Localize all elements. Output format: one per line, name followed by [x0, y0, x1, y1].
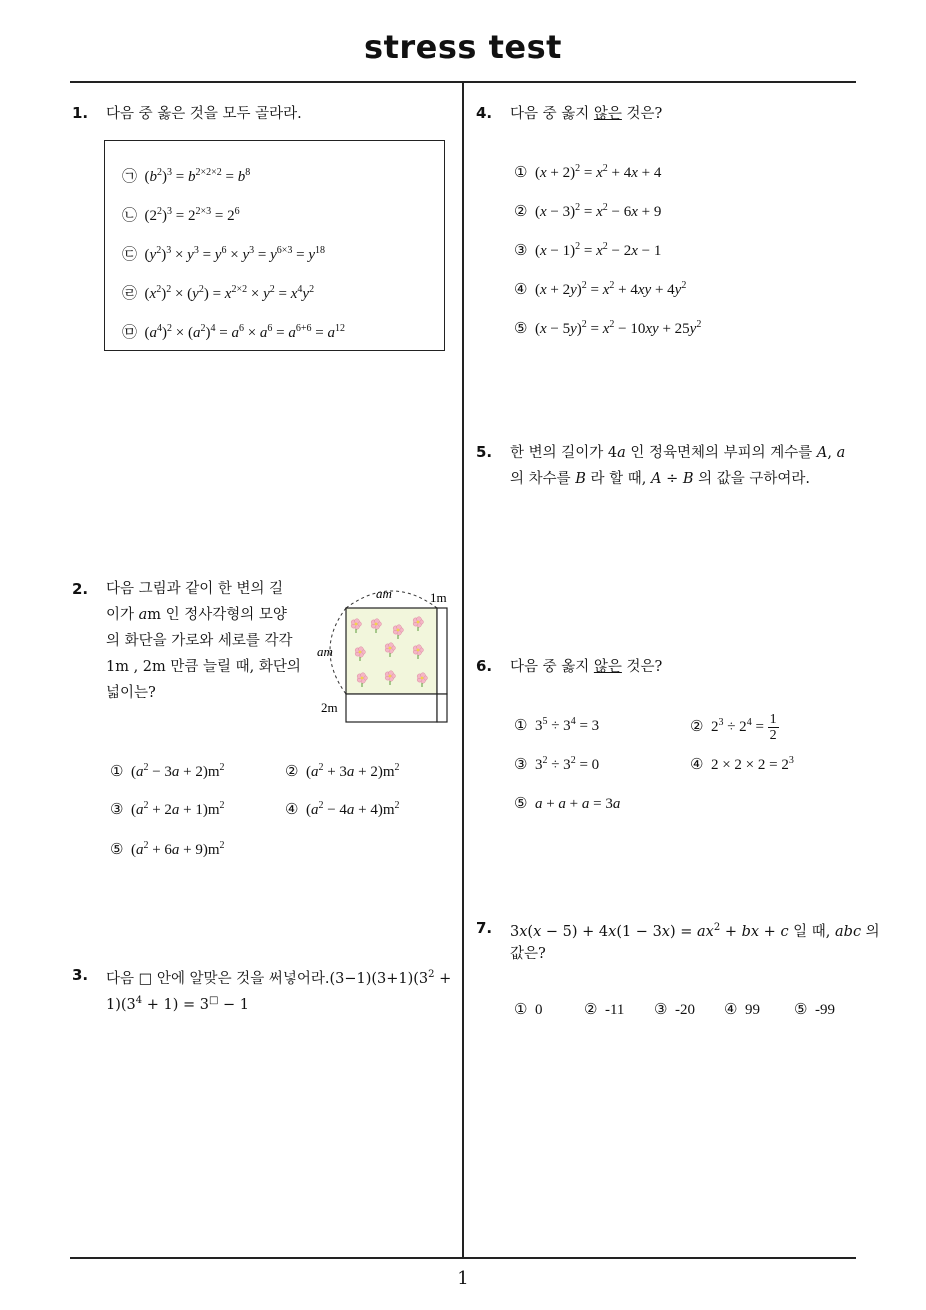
choice-value: -20 [674, 1002, 695, 1018]
figure-label-bottom: 2m [321, 700, 338, 715]
q2-text-line: 의 화단을 가로와 세로를 각각 [106, 633, 293, 649]
page-number: 1 [457, 1268, 469, 1289]
q2-text-line: 이가 am 인 정사각형의 모양 [106, 607, 287, 623]
choice-option: ② $2^3 \div 2^4$ = $\frac{1}{2}$ [690, 712, 777, 743]
choice-option: ④ $(x + 2y)^2 = x^2 + 4xy + 4y^2$ [514, 280, 687, 298]
q6-text: 다음 중 옳지 않은 것은? [510, 659, 663, 675]
choice-marker: ④ [690, 757, 704, 773]
choice-marker: ⑤ [110, 842, 124, 858]
q2-text-line: 1m , 2m 만큼 늘릴 때, 화단의 [106, 659, 301, 675]
q6-number: 6. [476, 657, 493, 675]
choice-marker: ④ [514, 282, 528, 298]
choice-value: -99 [814, 1002, 835, 1018]
q7-number: 7. [476, 919, 493, 937]
choice-option: ① $(a^2 - 3a + 2)m^2$ [110, 762, 225, 780]
q3-text-line1: 다음 □ 안에 알맞은 것을 써넣어라$.(3-1)(3+1)(3^2$ + [106, 969, 452, 987]
choice-option: ⑤ a + a + a = 3a [514, 796, 621, 812]
q1-statement: ㉢ $(y^2)^3 \times y^3 = y^6 \times y^3 = y^{6\times 3} = y^{18}$ [122, 245, 326, 263]
choice-option: ④ $2 \times 2 \times 2 = 2^3$ [690, 755, 794, 773]
q3-number: 3. [72, 966, 89, 984]
q1-statement: ㉡ $(2^2)^3 = 2^{2\times 3} = 2^6$ [122, 206, 240, 224]
figure-label-left: am [317, 644, 333, 659]
choice-marker: ㉡ [122, 208, 138, 224]
choice-marker: ③ [654, 1002, 668, 1018]
choice-marker: ① [514, 1002, 528, 1018]
q1-number: 1. [72, 104, 89, 122]
choice-marker: ⑤ [514, 796, 528, 812]
choice-option: ③ $3^2 \div 3^2 = 0$ [514, 755, 600, 773]
q5-number: 5. [476, 443, 493, 461]
q3-text-line2: $1)(3^4 + 1) = 3^□ - 1$ [106, 995, 250, 1013]
q4-text: 다음 중 옳지 않은 것은? [510, 106, 663, 122]
choice-option: ① $3^5 \div 3^4 = 3$ [514, 716, 600, 734]
q1-statement: ㉤ $(a^4)^2 \times (a^2)^4 = a^6 \times a^6 = a^{6+6} = a^{12}$ [122, 323, 345, 341]
choice-marker: ④ [724, 1002, 738, 1018]
q7-text-line1: $3x(x - 5) + 4x(1 - 3x) = ax^2$ + bx + c 일 때, abc 의 [510, 922, 880, 940]
q2-text-line: 다음 그림과 같이 한 변의 길 [106, 581, 284, 597]
choice-marker: ① [110, 764, 124, 780]
choice-option: ② $(x - 3)^2 = x^2 - 6x + 9$ [514, 202, 662, 220]
q1-statement: ㉠ $(b^2)^3 = b^{2\times 2\times 2} = b^8$ [122, 167, 251, 185]
choice-marker: ㉢ [122, 247, 138, 263]
choice-marker: ② [690, 718, 704, 735]
choice-marker: ③ [514, 757, 528, 773]
choice-option [654, 1000, 695, 1019]
extension-corner [437, 694, 447, 722]
choice-marker: ② [584, 1002, 598, 1018]
choice-option [794, 1000, 835, 1019]
flower-garden-figure [310, 582, 460, 724]
choice-marker: ③ [514, 243, 528, 259]
q5-text-line1: 한 변의 길이가 4a 인 정육면체의 부피의 계수를 A, a [510, 445, 846, 461]
q4-number: 4. [476, 104, 493, 122]
choice-value: 99 [744, 1002, 760, 1018]
extension-bottom [346, 694, 437, 722]
choice-option: ③ $(x - 1)^2 = x^2 - 2x - 1$ [514, 241, 662, 259]
page-title: stress test [364, 28, 562, 66]
choice-marker: ㉠ [122, 169, 138, 185]
choice-option: ④ $(a^2 - 4a + 4)m^2$ [285, 800, 400, 818]
q2-number: 2. [72, 580, 89, 598]
footer-rule [70, 1257, 856, 1259]
column-divider [462, 82, 464, 1258]
choice-marker: ① [514, 718, 528, 734]
choice-value: -11 [604, 1002, 625, 1018]
choice-marker: ③ [110, 802, 124, 818]
figure-label-top: am [376, 586, 392, 601]
q5-text-line2: 의 차수를 B 라 할 때, A ÷ B 의 값을 구하여라. [510, 471, 810, 487]
choice-option [584, 1000, 624, 1019]
choice-option [514, 1000, 542, 1019]
choice-marker: ⑤ [514, 321, 528, 337]
q7-text-line2: 값은? [510, 946, 546, 962]
choice-option: ⑤ $(x - 5y)^2 = x^2 - 10xy + 25y^2$ [514, 319, 702, 337]
choice-marker: ㉣ [122, 286, 138, 302]
choice-option: ② $(a^2 + 3a + 2)m^2$ [285, 762, 400, 780]
choice-marker: ㉤ [122, 325, 138, 341]
choice-marker: ⑤ [794, 1002, 808, 1018]
q1-text: 다음 중 옳은 것을 모두 골라라. [106, 106, 302, 122]
choice-marker: ④ [285, 802, 299, 818]
choice-marker: ② [285, 764, 299, 780]
choice-value: 0 [534, 1002, 543, 1018]
q1-statement: ㉣ $(x^2)^2 \times (y^2) = x^{2\times 2} \times y^2 = x^4y^2$ [122, 284, 315, 302]
choice-option: ③ $(a^2 + 2a + 1)m^2$ [110, 800, 225, 818]
choice-marker: ② [514, 204, 528, 220]
choice-option [724, 1000, 760, 1019]
q2-text-line: 넓이는? [106, 685, 156, 701]
choice-marker: ① [514, 165, 528, 181]
extension-right [437, 608, 447, 694]
choice-option: ⑤ $(a^2 + 6a + 9)m^2$ [110, 840, 225, 858]
figure-label-right: 1m [430, 590, 447, 605]
choice-option: ① $(x + 2)^2 = x^2 + 4x + 4$ [514, 163, 662, 181]
